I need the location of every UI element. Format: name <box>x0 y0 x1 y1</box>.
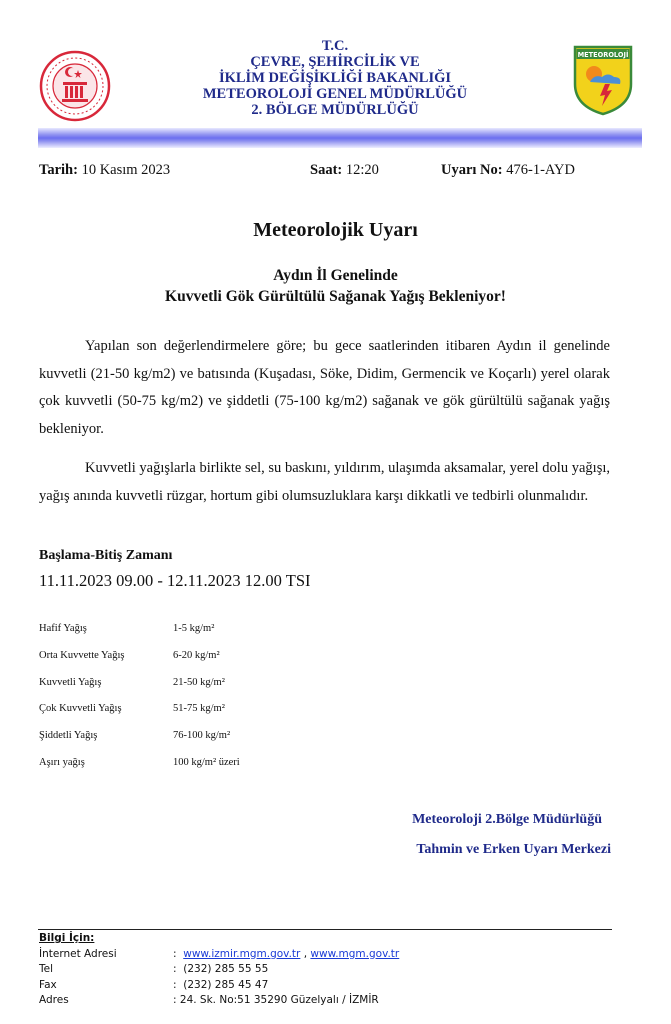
ministry-emblem-icon <box>39 50 111 122</box>
date-value: 10 Kasım 2023 <box>81 162 171 178</box>
scale-value: 76-100 kg/m² <box>173 730 231 742</box>
ministry-line-2: ÇEVRE, ŞEHİRCİLİK VE <box>250 54 420 70</box>
paragraph-2: Kuvvetli yağışlarla birlikte sel, su baskını, yıldırım, ulaşımda aksamalar, yerel dolu yağışı, yağış anında kuvvetli rüzgar, hortum gibi olumsuzluklara karşı dikkatli ve tedbirli olunmalıdır. <box>39 460 610 504</box>
logo-text: METEOROLOJİ <box>577 51 629 59</box>
ministry-title <box>150 38 520 118</box>
time-field <box>310 162 379 179</box>
warning-number-field <box>441 162 575 179</box>
link-separator: , <box>303 947 308 960</box>
scale-label: Kuvvetli Yağış <box>39 676 102 688</box>
colon: : <box>173 978 177 991</box>
mgm-link[interactable]: www.mgm.gov.tr <box>310 947 400 960</box>
scale-label: Orta Kuvvette Yağış <box>39 649 125 661</box>
subtitle-line-2: Kuvvetli Gök Gürültülü Sağanak Yağış Bekleniyor! <box>165 288 506 305</box>
header-divider-band <box>38 128 642 148</box>
ministry-line-4: METEOROLOJİ GENEL MÜDÜRLÜĞÜ <box>202 86 468 102</box>
scale-label: Şiddetli Yağış <box>39 730 98 742</box>
scale-value: 100 kg/m² üzeri <box>173 756 240 768</box>
colon: : <box>173 994 177 1006</box>
address-value: 24. Sk. No:51 35290 Güzelyalı / İZMİR <box>179 994 379 1006</box>
date-field <box>39 162 170 179</box>
tel-label: Tel <box>39 963 54 975</box>
scale-value: 51-75 kg/m² <box>173 703 225 715</box>
scale-label: Çok Kuvvetli Yağış <box>39 703 122 715</box>
paragraph-1: Yapılan son değerlendirmelere göre; bu gece saatlerinden itibaren Aydın il genelinde kuvvetli (21-50 kg/m2) ve batısında (Kuşadası, Söke, Didim, Germencik ve Koçarlı) yerel olarak çok kuvvetli (50-75 kg/m2) ve şiddetli (75-100 kg/m2) sağanak ve gök gürültülü sağanak yağış bekleniyor. <box>39 338 610 437</box>
period-label: Başlama-Bitiş Zamanı <box>39 548 173 563</box>
document-title: Meteorolojik Uyarı <box>253 219 418 241</box>
time-value: 12:20 <box>345 162 379 178</box>
scale-label: Hafif Yağış <box>39 623 87 634</box>
subtitle-line-1: Aydın İl Genelinde <box>273 267 398 284</box>
warning-number-label: Uyarı No: <box>441 162 503 178</box>
signature-office: Meteoroloji 2.Bölge Müdürlüğü <box>412 812 602 827</box>
tel-value: (232) 285 55 55 <box>183 963 269 975</box>
izmir-mgm-link[interactable]: www.izmir.mgm.gov.tr <box>183 947 301 960</box>
signature-center: Tahmin ve Erken Uyarı Merkezi <box>416 842 611 857</box>
meteorology-logo-icon <box>572 44 634 116</box>
date-label: Tarih: <box>39 162 78 178</box>
colon: : <box>173 947 177 960</box>
footer-title: Bilgi İçin: <box>39 932 95 944</box>
fax-value: (232) 285 45 47 <box>183 978 269 991</box>
footer-divider <box>38 929 612 930</box>
document-subtitle <box>0 265 671 307</box>
scale-value: 6-20 kg/m² <box>173 649 220 661</box>
scale-value: 1-5 kg/m² <box>173 623 215 634</box>
scale-value: 21-50 kg/m² <box>173 676 225 688</box>
scale-label: Aşırı yağış <box>39 756 85 768</box>
time-label: Saat: <box>310 162 343 178</box>
ministry-line-3: İKLİM DEĞİŞİKLİĞİ BAKANLIĞI <box>218 70 452 86</box>
address-label: Adres <box>39 994 69 1006</box>
ministry-line-1: T.C. <box>321 38 349 54</box>
colon: : <box>173 963 177 975</box>
fax-label: Fax <box>39 978 57 991</box>
period-value: 11.11.2023 09.00 - 12.11.2023 12.00 TSI <box>39 571 311 590</box>
warning-number-value: 476-1-AYD <box>506 162 575 178</box>
ministry-line-5: 2. BÖLGE MÜDÜRLÜĞÜ <box>251 102 419 118</box>
internet-label: İnternet Adresi <box>39 947 117 960</box>
